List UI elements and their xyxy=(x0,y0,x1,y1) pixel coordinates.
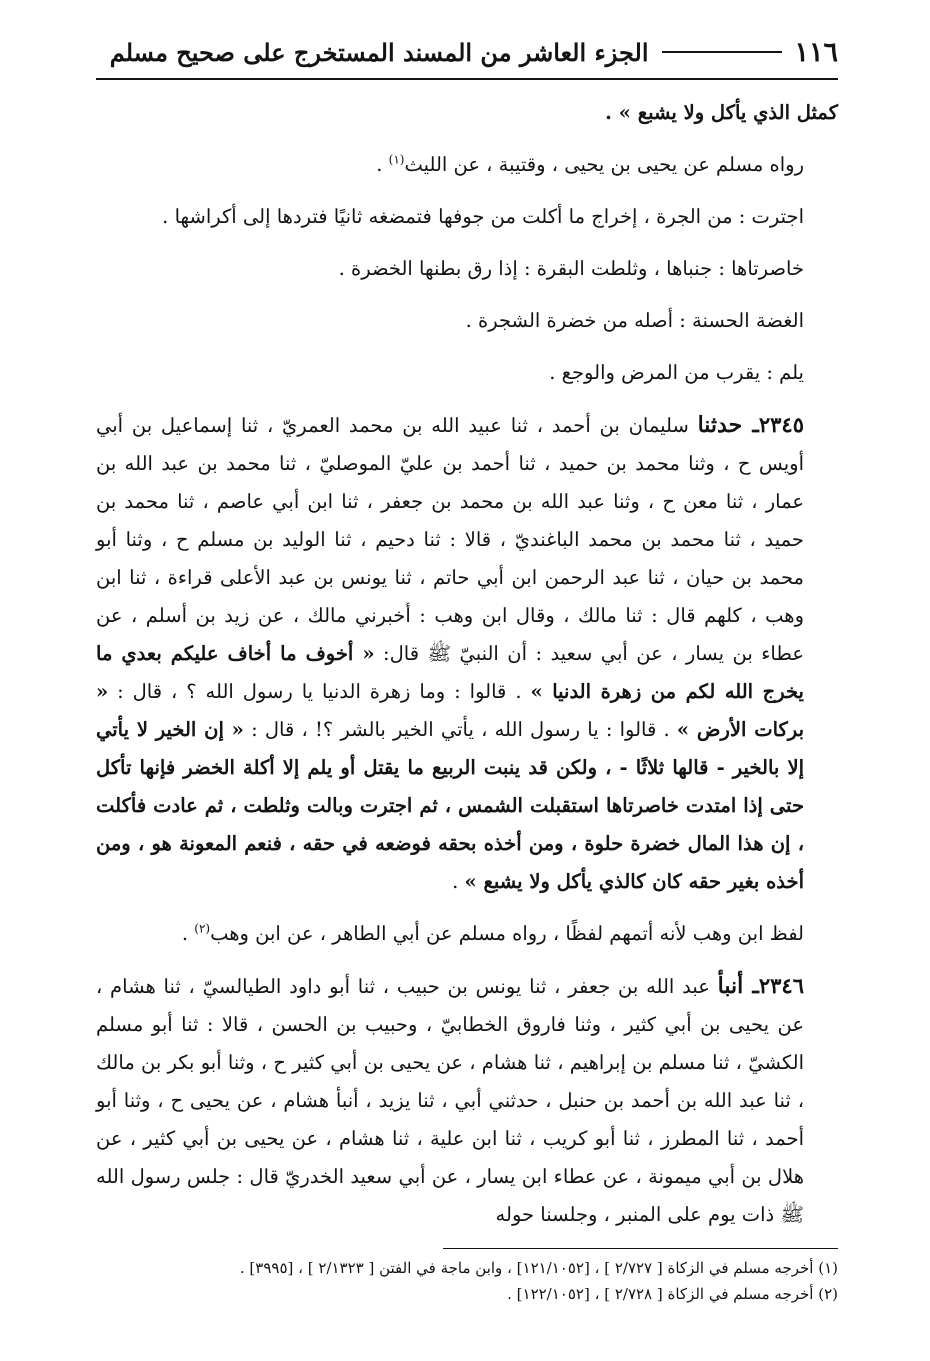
book-page xyxy=(96,30,838,1330)
gloss-ghadda: الغضة الحسنة : أصله من خضرة الشجرة . xyxy=(465,309,804,332)
footnote-2: (٢) أخرجه مسلم في الزكاة [ ٢/٧٢٨ ] ، [١٢٢/١٠٥٢] . xyxy=(507,1285,838,1303)
hadith-number: ٢٣٤٥ xyxy=(758,412,804,437)
hadith-2346 xyxy=(96,967,838,1234)
hadith-keyword: ـ أنبأ xyxy=(717,973,759,999)
hadith-end: . xyxy=(452,870,465,893)
source-text: رواه مسلم عن يحيى بن يحيى ، وقتيبة ، عن الليث xyxy=(404,153,804,176)
hadith-chain: سليمان بن أحمد ، ثنا عبيد الله بن محمد العمريّ ، ثنا إسماعيل بن أبي أويس ح ، وثنا محمد بن حميد ، ثنا أحمد بن عليّ الموصليّ ، ثنا محمد بن عبد الله بن عمار ، ثنا معن ح ، وثنا عبد الله بن محمد بن جعفر ، ثنا ابن أبي عاصم ، ثنا محمد بن حميد ، ثنا محمد بن محمد الباغنديّ ، قالا : ثنا دحيم ، ثنا الوليد بن مسلم ح ، وثنا أبو محمد بن حيان ، ثنا عبد الرحمن ابن أبي حاتم ، ثنا يونس بن عبد الأعلى قراءة ، ثنا ابن وهب ، كلهم قال : ثنا مالك ، وقال ابن وهب : أخبرني مالك ، عن زيد بن أسلم ، عن عطاء بن يسار ، عن أبي سعيد : أن النبيّ ﷺ قال: xyxy=(96,414,805,665)
hadith-quote-1: « أخوف ما أخاف عليكم بعدي ما يخرج الله لكم من زهرة الدنيا » xyxy=(96,642,804,703)
paragraph-attribution xyxy=(96,915,838,953)
footnote-marker-2: (٢) xyxy=(194,921,211,936)
hadith-mid-1: . قالوا : وما زهرة الدنيا يا رسول الله ؟ ، قال : xyxy=(108,680,531,703)
page-number: ١١٦ xyxy=(794,36,838,68)
hadith-quote-2: « بركات الأرض » xyxy=(96,680,804,741)
paragraph-continuation: كمثل الذي يأكل ولا يشبع » . xyxy=(605,101,838,124)
gloss-khasiratuha: خاصرتاها : جنباها ، وثلطت البقرة : إذا رق بطنها الخضرة . xyxy=(338,257,804,280)
footnote-marker-1: (١) xyxy=(388,152,405,167)
running-title: الجزء العاشر من المسند المستخرج على صحيح مسلم xyxy=(109,37,649,67)
hadith-chain: عبد الله بن جعفر ، ثنا يونس بن حبيب ، ثنا أبو داود الطيالسيّ ، ثنا هشام ، عن يحيى بن أبي كثير ، وثنا فاروق الخطابيّ ، وحبيب بن الحسن ، قالا : ثنا أبو مسلم الكشيّ ، ثنا مسلم بن إبراهيم ، ثنا هشام ، عن يحيى بن أبي كثير ح ، وثنا أبو بكر بن مالك ، ثنا عبد الله بن أحمد بن حنبل ، حدثني أبي ، ثنا يزيد ، أنبأ هشام ، عن يحيى ح ، وثنا أبو أحمد ، ثنا المطرز ، ثنا أبو كريب ، ثنا ابن علية ، ثنا هشام ، عن يحيى بن أبي كثير ، عن هلال بن أبي ميمونة ، عن عطاء ابن يسار ، عن أبي سعيد الخدريّ قال : جلس رسول الله ﷺ ذات يوم على المنبر ، وجلسنا حوله xyxy=(96,975,804,1226)
hadith-mid-2: . قالوا : يا رسول الله ، يأتي الخير بالشر ؟! ، قال : xyxy=(243,718,677,741)
attribution-end: . xyxy=(181,922,195,945)
attribution-text: لفظ ابن وهب لأنه أتمهم لفظًا ، رواه مسلم عن أبي الطاهر ، عن ابن وهب xyxy=(210,922,804,945)
paragraph-source xyxy=(96,146,838,184)
gloss-ijtarrat: اجترت : من الجرة ، إخراج ما أكلت من جوفها فتمضغه ثانيًا فتردها إلى أكراشها . xyxy=(162,205,804,228)
footnote-divider xyxy=(443,1248,838,1249)
hadith-number: ٢٣٤٦ xyxy=(758,973,804,998)
hadith-quote-3: « إن الخير لا يأتي إلا بالخير - قالها ثلاثًا - ، ولكن قد ينبت الربيع ما يقتل أو يلم إلا أكلة الخضر فإنها تأكل حتى إذا امتدت خاصرتاها استقبلت الشمس ، ثم اجترت وبالت وثلطت ، ثم عادت فأكلت ، إن هذا المال خضرة حلوة ، ومن أخذه بحقه فوضعه في حقه ، فنعم المعونة هو ، ومن أخذه بغير حقه كان كالذي يأكل ولا يشبع » xyxy=(96,718,804,893)
gloss-yulimm: يلم : يقرب من المرض والوجع . xyxy=(549,361,804,384)
footnote-1: (١) أخرجه مسلم في الزكاة [ ٢/٧٢٧ ] ، [١٢١/١٠٥٢] ، وابن ماجة في الفتن [ ٢/١٣٢٣ ] ، [٣٩٩٥] . xyxy=(239,1259,838,1277)
page-header xyxy=(96,30,838,74)
hadith-keyword: ـ حدثنا xyxy=(697,412,759,438)
main-text xyxy=(96,94,838,1234)
header-rule xyxy=(662,51,782,53)
source-end: . xyxy=(376,153,389,176)
header-underline xyxy=(96,78,838,80)
footnotes xyxy=(96,1255,838,1307)
hadith-2345 xyxy=(96,406,838,901)
